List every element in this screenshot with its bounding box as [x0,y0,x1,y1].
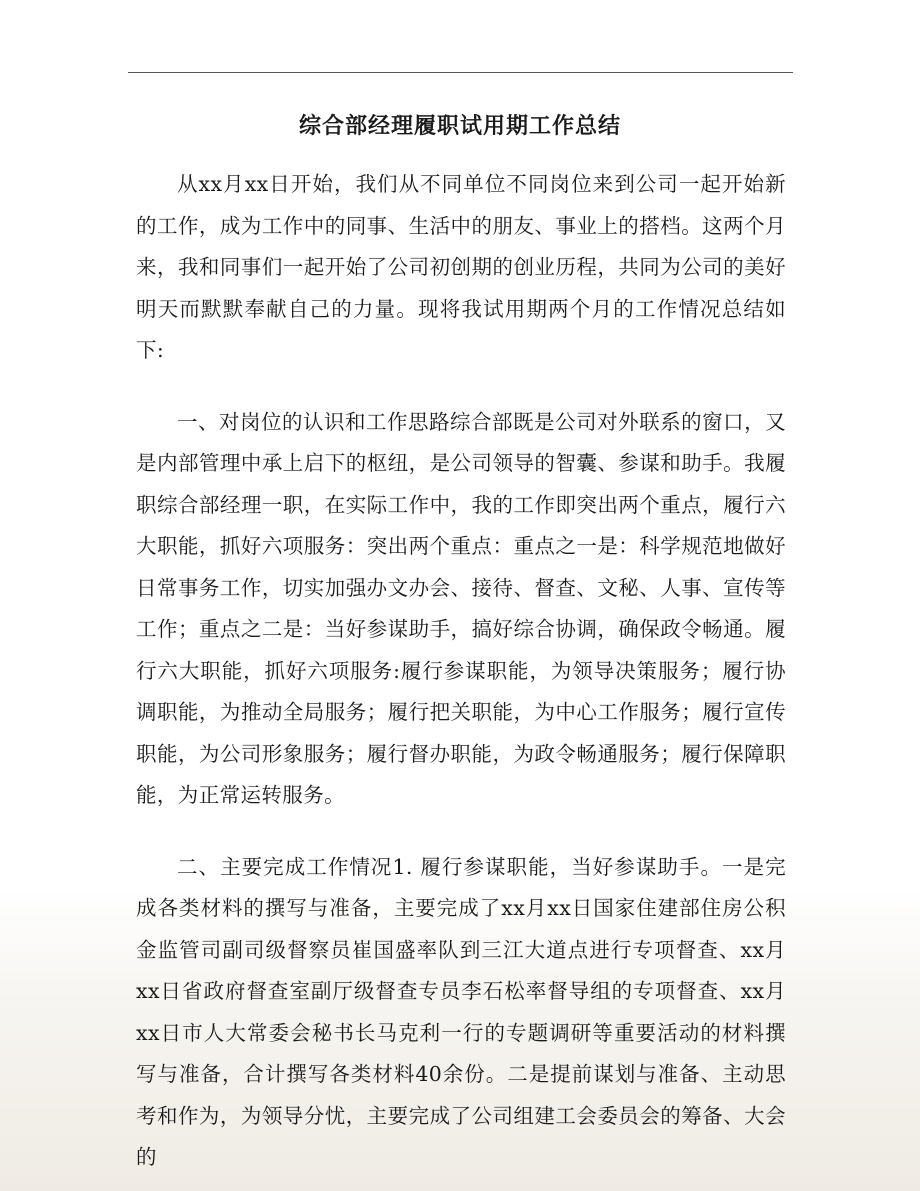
paragraph-section-1: 一、对岗位的认识和工作思路综合部既是公司对外联系的窗口，又是内部管理中承上启下的枢纽，是公司领导的智囊、参谋和助手。我履职综合部经理一职，在实际工作中，我的工作即突出两个重点，履行六大职能，抓好六项服务：突出两个重点：重点之一是：科学规范地做好日常事务工作，切实加强办文办会、接待、督查、文秘、人事、宣传等工作；重点之二是：当好参谋助手，搞好综合协调，确保政令畅通。履行六大职能，抓好六项服务:履行参谋职能，为领导决策服务；履行协调职能，为推动全局服务；履行把关职能，为中心工作服务；履行宣传职能，为公司形象服务；履行督办职能，为政令畅通服务；履行保障职能，为正常运转服务。 [136,409,786,807]
header-rule [128,72,793,73]
document-body [136,164,786,1179]
document-title: 综合部经理履职试用期工作总结 [298,113,621,139]
paragraph-section-2: 二、主要完成工作情况1. 履行参谋职能，当好参谋助手。一是完成各类材料的撰写与准备，主要完成了xx月xx日国家住建部住房公积金监管司副司级督察员崔国盛率队到三江大道点进行专项督查、xx月xx日省政府督查室副厅级督查专员李石松率督导组的专项督查、xx月xx日市人大常委会秘书长马克利一行的专题调研等重要活动的材料撰写与准备，合计撰写各类材料40余份。二是提前谋划与准备、主动思考和作为，为领导分忧，主要完成了公司组建工会委员会的筹备、大会的 [136,854,786,1169]
paragraph-intro: 从xx月xx日开始，我们从不同单位不同岗位来到公司一起开始新的工作，成为工作中的同事、生活中的朋友、事业上的搭档。这两个月来，我和同事们一起开始了公司初创期的创业历程，共同为公司的美好明天而默默奉献自己的力量。现将我试用期两个月的工作情况总结如下: [136,172,786,362]
